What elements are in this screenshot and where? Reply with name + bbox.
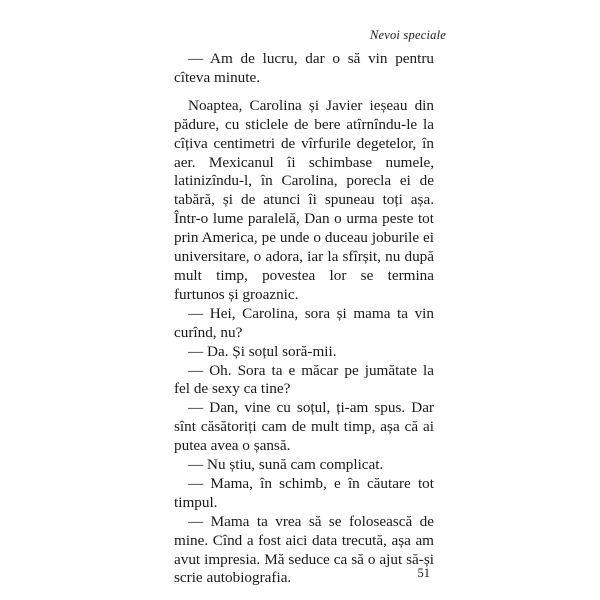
paragraph: — Am de lucru, dar o să vin pentru cîteva minute. — [174, 50, 434, 86]
paragraph: — Mama ta vrea să se folosească de mine. Cînd a fost aici data trecută, așa am avut impresia. Mă seduce ca să o ajut să-și scrie autobiografia. — [174, 512, 434, 587]
paragraph: — Hei, Carolina, sora și mama ta vin curînd, nu? — [174, 304, 434, 341]
paragraph: — Mama, în schimb, e în căutare tot timpul. — [174, 474, 434, 511]
paragraph: — Da. Și soțul soră-mii. — [188, 342, 337, 360]
paragraph: — Nu știu, sună cam complicat. — [188, 456, 384, 474]
page-number: 51 — [417, 566, 430, 580]
running-header: Nevoi speciale — [369, 28, 446, 42]
body-text — [174, 50, 434, 588]
paragraph: Noaptea, Carolina și Javier ieșeau din pădure, cu sticlele de bere atîrnîndu-le la cîțiva centimetri de vîrfurile degetelor, în aer. Mexicanul îi schimbase numele, latinizîndu-l, în Carolina, porecla ei de tabără, și de atunci îi spuneau toți așa. Într-o lume paralelă, Dan o urma peste tot prin America, pe unde o duceau joburile ei universitare, o adora, iar la sfîrșit, nu după mult timp, povestea lor se termina furtunos și groaznic. — [174, 96, 434, 303]
paragraph: — Oh. Sora ta e măcar pe jumătate la fel de sexy ca tine? — [174, 361, 434, 398]
paragraph: — Dan, vine cu soțul, ți-am spus. Dar sînt căsătoriți cam de mult timp, așa că ai putea avea o șansă. — [174, 399, 434, 455]
